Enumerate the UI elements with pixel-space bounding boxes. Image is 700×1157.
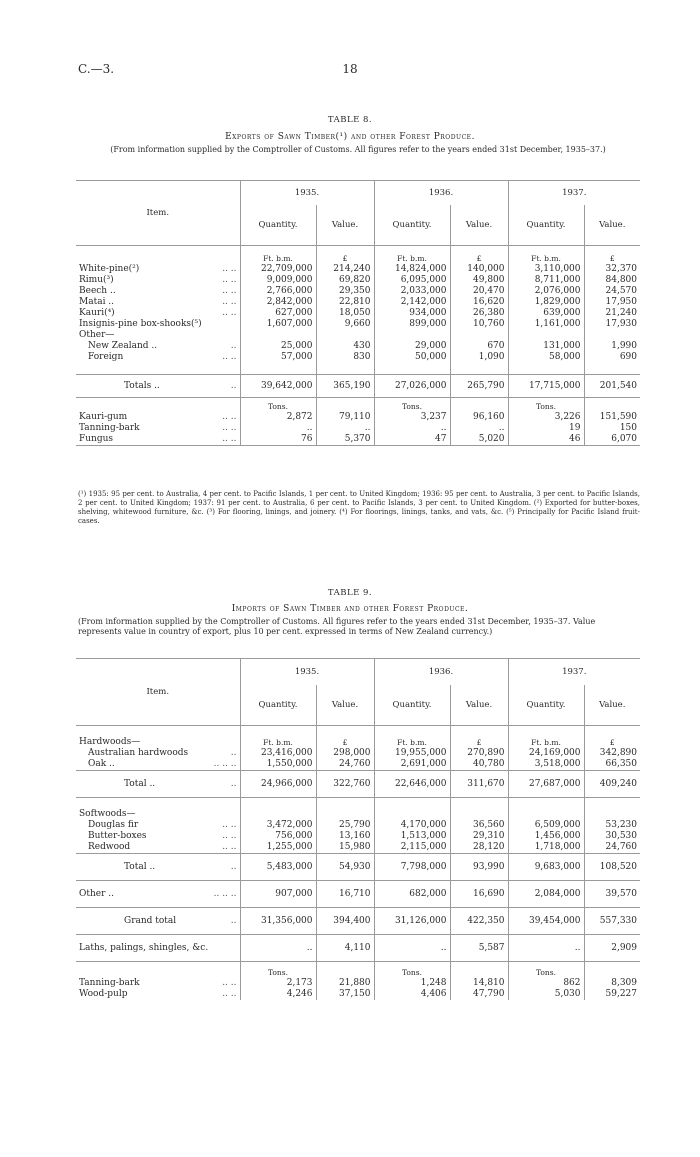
unit-label: £	[584, 246, 640, 265]
quantity-cell: 627,000	[240, 308, 316, 319]
table-row	[76, 854, 640, 881]
unit-label: Ft. b.m.	[374, 726, 450, 749]
value-cell: 557,330	[584, 908, 640, 935]
quantity-cell: 756,000	[240, 831, 316, 842]
quantity-cell: 57,000	[240, 352, 316, 363]
quantity-cell: 8,711,000	[508, 275, 584, 286]
value-cell: 15,980	[316, 842, 374, 854]
row-label: Kauri(⁴) .. ..	[79, 308, 237, 318]
row-label: New Zealand .. ..	[88, 341, 237, 351]
quantity-cell: 682,000	[374, 881, 450, 908]
quantity-cell: ..	[374, 423, 450, 434]
quantity-cell: 3,110,000	[508, 264, 584, 275]
quantity-cell: 2,173	[240, 978, 316, 989]
value-cell: 21,880	[316, 978, 374, 989]
value-cell: 150	[584, 423, 640, 434]
table9-quantity-header: Quantity.	[374, 685, 450, 726]
value-cell: 5,370	[316, 434, 374, 446]
row-label: Wood-pulp .. ..	[79, 989, 237, 999]
table9-value-header: Value.	[584, 685, 640, 726]
unit-label: Tons.	[374, 398, 450, 413]
row-label: Foreign .. ..	[88, 352, 237, 362]
quantity-cell: 2,084,000	[508, 881, 584, 908]
quantity-cell: 2,115,000	[374, 842, 450, 854]
value-cell: 29,350	[316, 286, 374, 297]
quantity-cell: 22,646,000	[374, 771, 450, 798]
unit-label: Tons.	[508, 962, 584, 979]
quantity-cell: 24,966,000	[240, 771, 316, 798]
value-cell: 4,110	[316, 935, 374, 962]
value-cell: 93,990	[450, 854, 508, 881]
quantity-cell: 23,416,000	[240, 748, 316, 759]
value-cell: 17,950	[584, 297, 640, 308]
value-cell: 6,070	[584, 434, 640, 446]
value-cell: 8,309	[584, 978, 640, 989]
quantity-cell: 899,000	[374, 319, 450, 330]
value-cell: 322,760	[316, 771, 374, 798]
value-cell: 10,760	[450, 319, 508, 330]
table8-title: Exports of Sawn Timber(¹) and other Forest Produce.	[225, 132, 475, 142]
value-cell: 49,800	[450, 275, 508, 286]
value-cell: 201,540	[584, 375, 640, 398]
quantity-cell: 76	[240, 434, 316, 446]
table9-value-header: Value.	[316, 685, 374, 726]
table-row	[76, 352, 640, 363]
quantity-cell: ..	[240, 423, 316, 434]
quantity-cell: 4,406	[374, 989, 450, 1000]
value-cell: 690	[584, 352, 640, 363]
unit-label: Ft. b.m.	[374, 246, 450, 265]
table8-year-1936: 1936.	[374, 181, 508, 206]
quantity-cell: 24,169,000	[508, 748, 584, 759]
value-cell: 16,620	[450, 297, 508, 308]
table-row	[76, 319, 640, 330]
quantity-cell: 14,824,000	[374, 264, 450, 275]
table-row	[76, 989, 640, 1000]
table9-label: TABLE 9.	[327, 588, 373, 598]
quantity-cell: 639,000	[508, 308, 584, 319]
quantity-cell: 46	[508, 434, 584, 446]
value-cell: 5,587	[450, 935, 508, 962]
unit-label: £	[584, 726, 640, 749]
value-cell: 22,810	[316, 297, 374, 308]
value-cell: 39,570	[584, 881, 640, 908]
value-cell: 69,820	[316, 275, 374, 286]
row-label: Tanning-bark .. ..	[79, 423, 237, 433]
value-cell: 2,909	[584, 935, 640, 962]
row-label: Beech .. .. ..	[79, 286, 237, 296]
row-label: White-pine(²) .. ..	[79, 264, 237, 274]
quantity-cell: 4,170,000	[374, 820, 450, 831]
unit-label: Ft. b.m.	[508, 726, 584, 749]
table-row	[76, 275, 640, 286]
value-cell: ..	[316, 423, 374, 434]
quantity-cell: 25,000	[240, 341, 316, 352]
quantity-cell: 2,691,000	[374, 759, 450, 771]
table-row	[76, 831, 640, 842]
quantity-cell: 6,509,000	[508, 820, 584, 831]
quantity-cell: 9,009,000	[240, 275, 316, 286]
table-row	[76, 935, 640, 962]
unit-label: Ft. b.m.	[240, 726, 316, 749]
value-cell: 140,000	[450, 264, 508, 275]
row-label: Total .. ..	[124, 861, 237, 872]
quantity-cell: ..	[374, 935, 450, 962]
row-label: Fungus .. ..	[79, 434, 237, 444]
table9-year-1935: 1935.	[240, 659, 374, 686]
table-row	[76, 759, 640, 771]
value-cell: 409,240	[584, 771, 640, 798]
table-row	[76, 286, 640, 297]
value-cell: 16,690	[450, 881, 508, 908]
quantity-cell: 1,248	[374, 978, 450, 989]
row-label: Kauri-gum .. ..	[79, 412, 237, 422]
page-reference: C.—3.	[78, 62, 115, 76]
quantity-cell: 19	[508, 423, 584, 434]
table9-item-header: Item.	[146, 686, 170, 697]
value-cell: 311,670	[450, 771, 508, 798]
value-cell: 66,350	[584, 759, 640, 771]
value-cell: 214,240	[316, 264, 374, 275]
table8-quantity-header: Quantity.	[374, 205, 450, 246]
table8-item-header: Item.	[146, 207, 170, 218]
table8-label: TABLE 8.	[327, 115, 373, 125]
unit-label: £	[316, 246, 374, 265]
value-cell: 270,890	[450, 748, 508, 759]
quantity-cell: 1,829,000	[508, 297, 584, 308]
table-row	[76, 771, 640, 798]
table8-quantity-header: Quantity.	[508, 205, 584, 246]
value-cell: 108,520	[584, 854, 640, 881]
table9	[76, 658, 640, 1000]
value-cell: 1,990	[584, 341, 640, 352]
quantity-cell: 58,000	[508, 352, 584, 363]
quantity-cell: 50,000	[374, 352, 450, 363]
value-cell: 14,810	[450, 978, 508, 989]
value-cell: 394,400	[316, 908, 374, 935]
value-cell: 54,930	[316, 854, 374, 881]
value-cell: 79,110	[316, 412, 374, 423]
value-cell: 670	[450, 341, 508, 352]
table9-value-header: Value.	[450, 685, 508, 726]
quantity-cell: 1,456,000	[508, 831, 584, 842]
value-cell: 16,710	[316, 881, 374, 908]
row-label: Australian hardwoods ..	[88, 748, 237, 758]
value-cell: 24,760	[584, 842, 640, 854]
row-label: Insignis-pine box-shooks(⁵)	[79, 319, 202, 329]
quantity-cell: 31,126,000	[374, 908, 450, 935]
quantity-cell: 2,142,000	[374, 297, 450, 308]
value-cell: 365,190	[316, 375, 374, 398]
table-row	[76, 412, 640, 423]
quantity-cell: 1,550,000	[240, 759, 316, 771]
table-row	[76, 308, 640, 319]
value-cell: 53,230	[584, 820, 640, 831]
value-cell: 298,000	[316, 748, 374, 759]
table8-value-header: Value.	[316, 205, 374, 246]
value-cell: 20,470	[450, 286, 508, 297]
unit-label: Tons.	[508, 398, 584, 413]
unit-label: Tons.	[374, 962, 450, 979]
row-label: Rimu(³) .. ..	[79, 275, 237, 285]
value-cell: 84,800	[584, 275, 640, 286]
table-row	[76, 423, 640, 434]
value-cell: 9,660	[316, 319, 374, 330]
table9-quantity-header: Quantity.	[240, 685, 316, 726]
row-label: Butter-boxes .. ..	[88, 831, 237, 841]
row-label: Douglas fir .. ..	[88, 820, 237, 830]
quantity-cell: 19,955,000	[374, 748, 450, 759]
table-row	[76, 881, 640, 908]
table9-year-1937: 1937.	[508, 659, 640, 686]
value-cell: ..	[450, 423, 508, 434]
row-label: Totals .. ..	[124, 380, 237, 391]
value-cell: 342,890	[584, 748, 640, 759]
value-cell: 5,020	[450, 434, 508, 446]
value-cell: 37,150	[316, 989, 374, 1000]
row-label: Total .. ..	[124, 778, 237, 789]
quantity-cell: 934,000	[374, 308, 450, 319]
table9-quantity-header: Quantity.	[508, 685, 584, 726]
quantity-cell: 1,161,000	[508, 319, 584, 330]
quantity-cell: 27,687,000	[508, 771, 584, 798]
quantity-cell: 2,842,000	[240, 297, 316, 308]
value-cell: 1,090	[450, 352, 508, 363]
table8-source-note: (From information supplied by the Comptroller of Customs. All figures refer to the years ended 31st December, 1935–37.)	[110, 145, 606, 154]
table-row	[76, 264, 640, 275]
quantity-cell: 27,026,000	[374, 375, 450, 398]
quantity-cell: 3,237	[374, 412, 450, 423]
value-cell: 28,120	[450, 842, 508, 854]
table-row	[76, 341, 640, 352]
table-row	[76, 908, 640, 935]
table8-value-header: Value.	[584, 205, 640, 246]
row-label: Grand total ..	[124, 915, 237, 926]
row-label: Laths, palings, shingles, &c.	[79, 942, 209, 953]
quantity-cell: 2,076,000	[508, 286, 584, 297]
unit-label: £	[450, 726, 508, 749]
value-cell: 430	[316, 341, 374, 352]
row-label: Other—	[79, 330, 115, 340]
quantity-cell: 131,000	[508, 341, 584, 352]
value-cell: 830	[316, 352, 374, 363]
quantity-cell: 17,715,000	[508, 375, 584, 398]
quantity-cell: 47	[374, 434, 450, 446]
value-cell: 32,370	[584, 264, 640, 275]
quantity-cell: 907,000	[240, 881, 316, 908]
table-row	[76, 434, 640, 446]
table8-year-1937: 1937.	[508, 181, 640, 206]
table-row	[76, 297, 640, 308]
quantity-cell: 2,033,000	[374, 286, 450, 297]
quantity-cell: 5,030	[508, 989, 584, 1000]
value-cell: 13,160	[316, 831, 374, 842]
quantity-cell: 1,607,000	[240, 319, 316, 330]
value-cell: 17,930	[584, 319, 640, 330]
unit-label: Ft. b.m.	[240, 246, 316, 265]
value-cell: 59,227	[584, 989, 640, 1000]
quantity-cell: 39,454,000	[508, 908, 584, 935]
value-cell: 40,780	[450, 759, 508, 771]
value-cell: 18,050	[316, 308, 374, 319]
quantity-cell: 5,483,000	[240, 854, 316, 881]
quantity-cell: 22,709,000	[240, 264, 316, 275]
value-cell: 47,790	[450, 989, 508, 1000]
value-cell: 26,380	[450, 308, 508, 319]
quantity-cell: ..	[240, 935, 316, 962]
quantity-cell: 3,472,000	[240, 820, 316, 831]
table8-quantity-header: Quantity.	[240, 205, 316, 246]
unit-label: £	[316, 726, 374, 749]
table-row	[76, 375, 640, 398]
value-cell: 265,790	[450, 375, 508, 398]
row-label: Oak .. .. .. ..	[88, 759, 237, 769]
quantity-cell: 3,518,000	[508, 759, 584, 771]
quantity-cell: 2,872	[240, 412, 316, 423]
value-cell: 24,760	[316, 759, 374, 771]
quantity-cell: 29,000	[374, 341, 450, 352]
table9-source-note: (From information supplied by the Comptroller of Customs. All figures refer to the years ended 31st December, 1935–37. Value represents value in country of export, plus 10 per cent. expressed in terms of New Zealand currency.)	[78, 617, 596, 636]
quantity-cell: 4,246	[240, 989, 316, 1000]
table-row	[76, 842, 640, 854]
page-number: 18	[342, 62, 358, 76]
table8-value-header: Value.	[450, 205, 508, 246]
quantity-cell: 39,642,000	[240, 375, 316, 398]
table9-title: Imports of Sawn Timber and other Forest Produce.	[231, 604, 469, 614]
table8-footnotes: (¹) 1935: 95 per cent. to Australia, 4 per cent. to Pacific Islands, 1 per cent. to United Kingdom; 1936: 95 per cent. to Australia, 3 per cent. to Pacific Islands, 2 per cent. to United Kingdom; 1937: 91 per cent. to Australia, 6 per cent. to Pacific Islands, 3 per cent. to United Kingdom. (²) Exported for butter-boxes, shelving, whitewood furniture, &c. (³) For flooring, linings, and joinery. (⁴) For floorings, linings, tanks, and vats, &c. (⁵) Principally for Pacific Island fruit-cases.	[78, 490, 640, 525]
value-cell: 151,590	[584, 412, 640, 423]
table8-year-1935: 1935.	[240, 181, 374, 206]
quantity-cell: 7,798,000	[374, 854, 450, 881]
row-label: Tanning-bark .. ..	[79, 978, 237, 988]
value-cell: 96,160	[450, 412, 508, 423]
value-cell: 30,530	[584, 831, 640, 842]
unit-label: Tons.	[240, 398, 316, 413]
row-label: Redwood .. ..	[88, 842, 237, 852]
row-label: Hardwoods—	[79, 737, 141, 747]
unit-label: Tons.	[240, 962, 316, 979]
table-row	[76, 748, 640, 759]
table-row	[76, 820, 640, 831]
quantity-cell: 6,095,000	[374, 275, 450, 286]
quantity-cell: 9,683,000	[508, 854, 584, 881]
table9-year-1936: 1936.	[374, 659, 508, 686]
value-cell: 24,570	[584, 286, 640, 297]
unit-label: £	[450, 246, 508, 265]
value-cell: 21,240	[584, 308, 640, 319]
quantity-cell: 862	[508, 978, 584, 989]
quantity-cell: ..	[508, 935, 584, 962]
value-cell: 36,560	[450, 820, 508, 831]
value-cell: 25,790	[316, 820, 374, 831]
row-label: Softwoods—	[79, 809, 136, 819]
quantity-cell: 3,226	[508, 412, 584, 423]
value-cell: 29,310	[450, 831, 508, 842]
quantity-cell: 2,766,000	[240, 286, 316, 297]
unit-label: Ft. b.m.	[508, 246, 584, 265]
quantity-cell: 1,255,000	[240, 842, 316, 854]
quantity-cell: 31,356,000	[240, 908, 316, 935]
row-label: Other .. .. .. ..	[79, 888, 237, 899]
table-row	[76, 978, 640, 989]
quantity-cell: 1,513,000	[374, 831, 450, 842]
row-label: Matai .. .. ..	[79, 297, 237, 307]
quantity-cell: 1,718,000	[508, 842, 584, 854]
table8	[76, 180, 640, 446]
value-cell: 422,350	[450, 908, 508, 935]
